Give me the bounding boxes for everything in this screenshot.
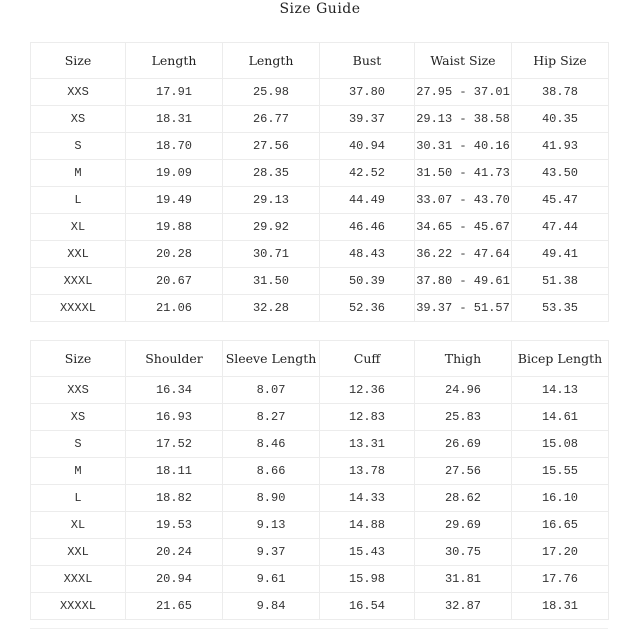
measurement-cell: 15.98 <box>320 566 415 593</box>
measurement-cell: 30.31 - 40.16 <box>415 133 512 160</box>
column-header: Bust <box>320 43 415 79</box>
measurement-cell: 14.88 <box>320 512 415 539</box>
table-row <box>31 241 609 268</box>
measurement-cell: 31.50 - 41.73 <box>415 160 512 187</box>
measurement-cell: 8.90 <box>223 485 320 512</box>
measurement-cell: 21.06 <box>126 295 223 322</box>
measurement-cell: 20.24 <box>126 539 223 566</box>
measurement-cell: 47.44 <box>512 214 609 241</box>
measurement-cell: 16.10 <box>512 485 609 512</box>
measurement-cell: 17.52 <box>126 431 223 458</box>
column-header: Thigh <box>415 341 512 377</box>
measurement-cell: 18.70 <box>126 133 223 160</box>
size-label-cell: XXXL <box>31 566 126 593</box>
measurement-cell: 18.82 <box>126 485 223 512</box>
measurement-cell: 37.80 <box>320 79 415 106</box>
measurement-cell: 19.09 <box>126 160 223 187</box>
measurement-cell: 53.35 <box>512 295 609 322</box>
table-row <box>31 106 609 133</box>
column-header: Length <box>126 43 223 79</box>
measurement-cell: 46.46 <box>320 214 415 241</box>
size-table-limb-measurements <box>30 340 609 620</box>
measurement-cell: 16.93 <box>126 404 223 431</box>
size-label-cell: XXS <box>31 79 126 106</box>
size-label-cell: L <box>31 187 126 214</box>
measurement-cell: 25.83 <box>415 404 512 431</box>
measurement-cell: 18.11 <box>126 458 223 485</box>
table-row <box>31 377 609 404</box>
measurement-cell: 39.37 - 51.57 <box>415 295 512 322</box>
measurement-cell: 29.69 <box>415 512 512 539</box>
size-label-cell: XXXXL <box>31 295 126 322</box>
measurement-cell: 20.94 <box>126 566 223 593</box>
column-header: Hip Size <box>512 43 609 79</box>
table-header-row <box>31 43 609 79</box>
measurement-cell: 8.07 <box>223 377 320 404</box>
measurement-cell: 36.22 - 47.64 <box>415 241 512 268</box>
measurement-cell: 27.56 <box>415 458 512 485</box>
measurement-cell: 17.76 <box>512 566 609 593</box>
table-row <box>31 295 609 322</box>
table-row <box>31 268 609 295</box>
size-label-cell: XXXL <box>31 268 126 295</box>
size-label-cell: M <box>31 458 126 485</box>
measurement-cell: 16.34 <box>126 377 223 404</box>
measurement-cell: 9.84 <box>223 593 320 620</box>
measurement-cell: 8.27 <box>223 404 320 431</box>
measurement-cell: 32.28 <box>223 295 320 322</box>
measurement-cell: 29.13 <box>223 187 320 214</box>
measurement-cell: 43.50 <box>512 160 609 187</box>
size-label-cell: XXL <box>31 241 126 268</box>
table-row <box>31 539 609 566</box>
measurement-cell: 14.61 <box>512 404 609 431</box>
measurement-cell: 51.38 <box>512 268 609 295</box>
measurement-cell: 17.20 <box>512 539 609 566</box>
measurement-cell: 21.65 <box>126 593 223 620</box>
table-row <box>31 458 609 485</box>
measurement-cell: 19.53 <box>126 512 223 539</box>
size-label-cell: S <box>31 133 126 160</box>
measurement-cell: 30.71 <box>223 241 320 268</box>
table-row <box>31 485 609 512</box>
measurement-cell: 31.50 <box>223 268 320 295</box>
measurement-cell: 9.13 <box>223 512 320 539</box>
column-header: Sleeve Length <box>223 341 320 377</box>
table-row <box>31 187 609 214</box>
size-table-body-measurements <box>30 42 609 322</box>
measurement-cell: 48.43 <box>320 241 415 268</box>
size-label-cell: XS <box>31 106 126 133</box>
measurement-cell: 15.55 <box>512 458 609 485</box>
measurement-cell: 38.78 <box>512 79 609 106</box>
measurement-cell: 14.33 <box>320 485 415 512</box>
measurement-cell: 32.87 <box>415 593 512 620</box>
measurement-cell: 16.65 <box>512 512 609 539</box>
measurement-cell: 8.46 <box>223 431 320 458</box>
table-row <box>31 404 609 431</box>
size-label-cell: L <box>31 485 126 512</box>
column-header: Size <box>31 43 126 79</box>
measurement-cell: 28.62 <box>415 485 512 512</box>
column-header: Waist Size <box>415 43 512 79</box>
measurement-cell: 14.13 <box>512 377 609 404</box>
table-row <box>31 160 609 187</box>
column-header: Size <box>31 341 126 377</box>
measurement-cell: 42.52 <box>320 160 415 187</box>
size-label-cell: M <box>31 160 126 187</box>
measurement-cell: 27.56 <box>223 133 320 160</box>
measurement-cell: 39.37 <box>320 106 415 133</box>
measurement-cell: 49.41 <box>512 241 609 268</box>
table-row <box>31 133 609 160</box>
column-header: Length <box>223 43 320 79</box>
measurement-cell: 28.35 <box>223 160 320 187</box>
measurement-cell: 9.61 <box>223 566 320 593</box>
table-row <box>31 214 609 241</box>
measurement-cell: 41.93 <box>512 133 609 160</box>
measurement-cell: 16.54 <box>320 593 415 620</box>
measurement-cell: 40.94 <box>320 133 415 160</box>
measurement-cell: 12.36 <box>320 377 415 404</box>
measurement-cell: 34.65 - 45.67 <box>415 214 512 241</box>
measurement-cell: 18.31 <box>512 593 609 620</box>
measurement-cell: 33.07 - 43.70 <box>415 187 512 214</box>
measurement-cell: 29.92 <box>223 214 320 241</box>
size-label-cell: XL <box>31 214 126 241</box>
size-label-cell: XXXXL <box>31 593 126 620</box>
size-label-cell: XXL <box>31 539 126 566</box>
table-row <box>31 431 609 458</box>
measurement-cell: 26.69 <box>415 431 512 458</box>
measurement-cell: 31.81 <box>415 566 512 593</box>
size-label-cell: S <box>31 431 126 458</box>
measurement-cell: 12.83 <box>320 404 415 431</box>
table-row <box>31 79 609 106</box>
measurement-cell: 50.39 <box>320 268 415 295</box>
measurement-cell: 52.36 <box>320 295 415 322</box>
measurement-cell: 20.67 <box>126 268 223 295</box>
measurement-cell: 19.88 <box>126 214 223 241</box>
measurement-cell: 9.37 <box>223 539 320 566</box>
measurement-cell: 8.66 <box>223 458 320 485</box>
measurement-cell: 44.49 <box>320 187 415 214</box>
measurement-cell: 27.95 - 37.01 <box>415 79 512 106</box>
table-header-row <box>31 341 609 377</box>
measurement-cell: 13.31 <box>320 431 415 458</box>
measurement-cell: 25.98 <box>223 79 320 106</box>
table-row <box>31 512 609 539</box>
measurement-cell: 30.75 <box>415 539 512 566</box>
measurement-cell: 13.78 <box>320 458 415 485</box>
measurement-cell: 40.35 <box>512 106 609 133</box>
page-title: Size Guide <box>279 1 361 17</box>
size-label-cell: XL <box>31 512 126 539</box>
measurement-cell: 15.08 <box>512 431 609 458</box>
measurement-cell: 24.96 <box>415 377 512 404</box>
table-row <box>31 566 609 593</box>
table-row <box>31 593 609 620</box>
measurement-cell: 20.28 <box>126 241 223 268</box>
measurement-cell: 18.31 <box>126 106 223 133</box>
measurement-cell: 29.13 - 38.58 <box>415 106 512 133</box>
measurement-cell: 17.91 <box>126 79 223 106</box>
column-header: Bicep Length <box>512 341 609 377</box>
column-header: Shoulder <box>126 341 223 377</box>
measurement-cell: 45.47 <box>512 187 609 214</box>
measurement-cell: 19.49 <box>126 187 223 214</box>
measurement-cell: 37.80 - 49.61 <box>415 268 512 295</box>
size-label-cell: XXS <box>31 377 126 404</box>
measurement-cell: 15.43 <box>320 539 415 566</box>
table-bottom-edge <box>30 628 608 641</box>
measurement-cell: 26.77 <box>223 106 320 133</box>
column-header: Cuff <box>320 341 415 377</box>
size-label-cell: XS <box>31 404 126 431</box>
